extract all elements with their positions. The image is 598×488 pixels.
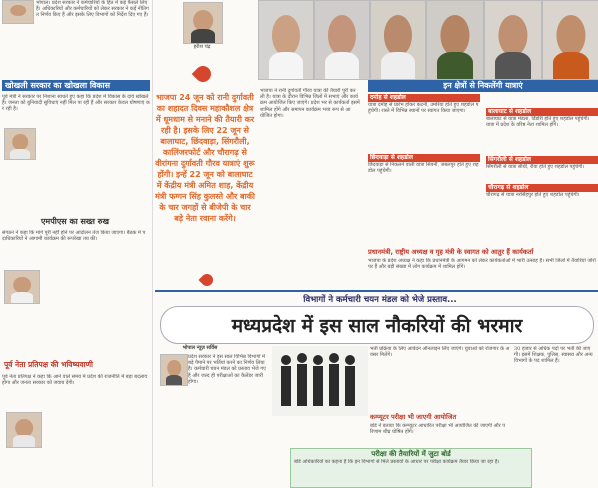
jobs-headline: मध्यप्रदेश में इस साल नौकरियों की भरमार (231, 315, 523, 337)
leader-photo-4 (426, 0, 484, 80)
headline-2-text: संगठन ने कहा कि मांगें पूरी नहीं होने पर आंदोलन तेज किया जाएगा। बैठक में पदाधिकारियों ने आगामी कार्यक्रम की रूपरेखा तय की। (2, 230, 146, 243)
bottom-left-text: प्रदेश सरकार ने इस साल विभिन्न विभागों में बड़े पैमाने पर भर्तियां करने का निर्णय लिया है। कर्मचारी चयन मंडल को प्रस्ताव भेजे गए हैं और जल्द ही परीक्षाओं का कैलेंडर जारी होगा। (188, 354, 266, 385)
exam-box (290, 448, 532, 488)
drop-icon (192, 63, 215, 86)
jobs-headline-box (160, 306, 594, 344)
headline-hollow-development: खोखली सरकार का खोखला विकास (2, 80, 150, 91)
leader-photo-3 (370, 0, 426, 80)
computer-exam-headline: कम्प्यूटर परीक्षा भी जाएगी आयोजित (370, 413, 457, 421)
route-text: यात्रा दमोह से प्रारंभ होकर कटनी, उमरिया होते हुए शहडोल पहुंचेगी। रास्ते में विभिन्न स्थानों पर स्वागत किया जाएगा। (368, 102, 479, 115)
article-text: भाजपा ने रानी दुर्गावती गौरव यात्रा की तैयारी पूरी कर ली है। यात्रा के दौरान विभिन्न जिलों में सभाएं और कार्यक्रम आयोजित किए जाएंगे। प्रदेश भर से कार्यकर्ता इसमें शामिल होंगे और समापन कार्यक्रम भव्य रूप से आयोजित होगा। (260, 88, 360, 119)
bottom-right-text: 30 हजार से अधिक पदों पर भर्ती की जाएगी। इसमें शिक्षक, पुलिस, स्वास्थ्य और अन्य विभागों के पद शामिल हैं। (514, 346, 593, 365)
route-title: दमोह से शहडोल (368, 94, 480, 102)
byline: भोपाल न्यूज़ सर्विस (182, 345, 218, 351)
portrait-photo (183, 2, 223, 44)
route-title: छिंदवाड़ा से शहडोल (368, 154, 480, 162)
route-title: चौरागढ़ से शहडोल (486, 184, 598, 192)
leader-photo-2 (314, 0, 370, 80)
route-title: बालाघाट से शहडोल (486, 108, 598, 116)
computer-exam-text: बोर्ड ने बताया कि कम्प्यूटर आधारित परीक्षा भी आयोजित की जाएगी और परिणाम शीघ्र घोषित होंगे। (370, 423, 506, 436)
intro-text: भोपाल। प्रदेश सरकार ने कर्मचारियों के हित में कई फैसले लिए हैं। अधिकारियों और कर्मचारियों को लेकर सरकार ने कई नीतिगत निर्णय किए हैं और इसके लिए विभागों को निर्देश दिए गए हैं। (36, 0, 149, 19)
speaker-photo (4, 270, 40, 304)
silhouettes-icon (272, 346, 368, 416)
headline-1-text: पूर्व मंत्री ने सरकार पर निशाना साधते हुए कहा कि प्रदेश में विकास के दावे खोखले हैं। जनता को बुनियादी सुविधाएं नहीं मिल पा रही हैं और सरकार केवल घोषणाएं कर रही है। (2, 94, 150, 113)
route-text: चौरागढ़ से यात्रा नरसिंहपुर होते हुए शहडोल पहुंचेगी। (486, 192, 580, 198)
pm-headline: प्रधानमंत्री, राष्ट्रीय अध्यक्ष व गृह मंत्री के स्वागत को आतुर हैं कार्यकर्ता (368, 248, 534, 256)
divider (155, 290, 598, 292)
pm-text: भाजपा के प्रदेश अध्यक्ष ने कहा कि प्रधानमंत्री के आगमन को लेकर कार्यकर्ताओं में भारी उत्साह है। सभी जिलों में तैयारियां जोरों पर हैं और बड़ी संख्या में लोग कार्यक्रम में शामिल होंगे। (368, 258, 596, 271)
highlight-text: भाजपा 24 जून को रानी दुर्गावती का शहादत दिवस महाकौशल क्षेत्र में धूमधाम से मनाने की तैयारी कर रही है। इसके लिए 22 जून से बालाघाट, छिंदवाड़ा, सिंगरौली, कालिंजरफोर्ट और चौरागढ़ से वीरांगना दुर्गावती गौरव यात्राएं शुरू होंगी। इन्हें 22 जून को बालाघाट में केंद्रीय मंत्री अमित शाह, केंद्रीय मंत्री फग्गन सिंह कुलस्ते और बाकी के चार जगहों से बीजेपी के चार बड़े नेता रवाना करेंगे। (155, 93, 255, 223)
center-feature (155, 0, 255, 280)
portrait-caption: हरीश चंद्र (193, 44, 211, 50)
routes-banner: इन क्षेत्रों से निकलेंगी यात्राएं (368, 80, 598, 92)
jobs-kicker: विभागों ने कर्मचारी चयन मंडल को भेजे प्रस्ताव... (303, 295, 457, 305)
headline-mps-strict: एमपीएस का सख्त रुख (41, 217, 109, 226)
headline-3-text: पूर्व नेता प्रतिपक्ष ने कहा कि आने वाले समय में प्रदेश की राजनीति में बड़ा बदलाव होगा और जनता सरकार को जवाब देगी। (2, 374, 148, 387)
bottom-middle-text: भर्ती प्रक्रिया के लिए आवेदन ऑनलाइन लिए जाएंगे। युवाओं को रोजगार के अवसर मिलेंगे। (370, 346, 510, 359)
leaders-photo-strip (258, 0, 598, 78)
routes-right (486, 94, 598, 244)
headline-prediction: पूर्व नेता प्रतिपक्ष की भविष्यवाणी (4, 360, 93, 369)
left-column (0, 0, 153, 487)
route-text: सिंगरौली से यात्रा सीधी, रीवा होते हुए शहडोल पहुंचेगी। (486, 164, 585, 170)
leader-photo-top (2, 0, 34, 24)
exam-box-text: बोर्ड अधिकारियों का कहना है कि इन विभागों से मिले प्रस्तावों के आधार पर परीक्षा कार्यक्रम तैयार किया जा रहा है। (294, 459, 500, 465)
reporter-photo (160, 354, 188, 386)
routes-left (368, 94, 480, 244)
route-text: छिंदवाड़ा से निकलने वाली यात्रा सिवनी, जबलपुर होते हुए शहडोल पहुंचेगी। (368, 162, 479, 175)
leader-photo-5 (484, 0, 542, 80)
route-title: सिंगरौली से शहडोल (486, 156, 598, 164)
exam-heading: परीक्षा की तैयारियों में जुटा बोर्ड (371, 450, 451, 458)
route-intro (486, 94, 598, 108)
opposition-leader-photo (6, 412, 42, 448)
jobseekers-graphic (272, 346, 368, 416)
leader-photo-6 (542, 0, 598, 80)
routes-panel (368, 94, 598, 244)
route-text: बालाघाट से यात्रा मंडला, डिंडोरी होते हुए शहडोल पहुंचेगी। यात्रा में प्रदेश के वरिष्ठ नेता शामिल होंगे। (486, 116, 590, 129)
leader-photo-1 (258, 0, 314, 80)
politician-photo (4, 128, 36, 160)
